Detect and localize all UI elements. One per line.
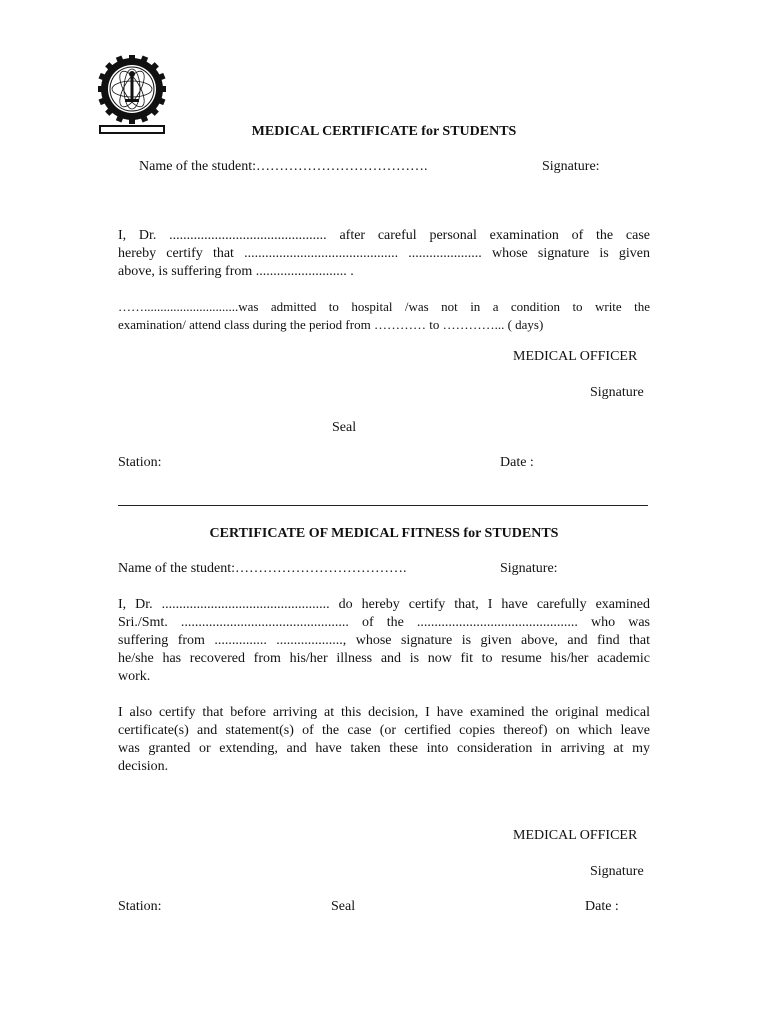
text-line: I also certify that before arriving at this decision, I have examined the original medical <box>118 705 650 720</box>
text-line: decision. <box>118 759 169 774</box>
fitness-certificate-title: CERTIFICATE OF MEDICAL FITNESS for STUDENTS <box>209 526 559 541</box>
officer-signature-label: Signature <box>590 864 644 879</box>
seal-label: Seal <box>331 899 356 914</box>
station-label: Station: <box>118 455 162 470</box>
text-line: he/she has recovered from his/her illness and is now fit to resume his/her academic <box>118 651 650 666</box>
institute-logo <box>98 55 166 135</box>
text-line: I, Dr. ............................................. after careful personal examination of the case <box>118 228 650 243</box>
date-label: Date : <box>585 899 619 914</box>
student-name-label: Name of the student:………………………………. <box>118 561 407 576</box>
text-line: above, is suffering from .......................... . <box>118 264 354 279</box>
student-signature-label: Signature: <box>500 561 558 576</box>
text-line: hereby certify that ............................................ ..................... whose signature is given <box>118 246 650 261</box>
text-line: Sri./Smt. ................................................ of the .............................................. who was <box>118 615 650 630</box>
text-line: certificate(s) and statement(s) of the case (or certified copies thereof) on which leave <box>118 723 650 738</box>
text-line: I, Dr. ................................................ do hereby certify that, I have carefully examined <box>118 597 650 612</box>
date-label: Date : <box>500 455 534 470</box>
institute-emblem-icon <box>98 55 166 135</box>
certification-paragraph <box>118 227 650 281</box>
medical-officer-label: MEDICAL OFFICER <box>513 349 638 364</box>
verification-paragraph <box>118 704 650 776</box>
officer-signature-label: Signature <box>590 385 644 400</box>
student-name-label: Name of the student:………………………………. <box>139 159 428 174</box>
hospital-paragraph <box>118 298 650 334</box>
medical-certificate-title: MEDICAL CERTIFICATE for STUDENTS <box>251 124 517 139</box>
seal-label: Seal <box>332 420 357 435</box>
station-label: Station: <box>118 899 162 914</box>
text-line: work. <box>118 669 151 684</box>
text-line: suffering from ............... ..................., whose signature is given above, and find that <box>118 633 650 648</box>
section-divider <box>118 505 648 506</box>
text-line: …….............................was admitted to hospital /was not in a condition to write the <box>118 299 650 314</box>
fitness-paragraph <box>118 596 650 686</box>
text-line: examination/ attend class during the period from ………… to …………... ( days) <box>118 317 544 332</box>
medical-officer-label: MEDICAL OFFICER <box>513 828 638 843</box>
student-signature-label: Signature: <box>542 159 600 174</box>
text-line: was granted or extending, and have taken these into consideration in arriving at my <box>118 741 650 756</box>
